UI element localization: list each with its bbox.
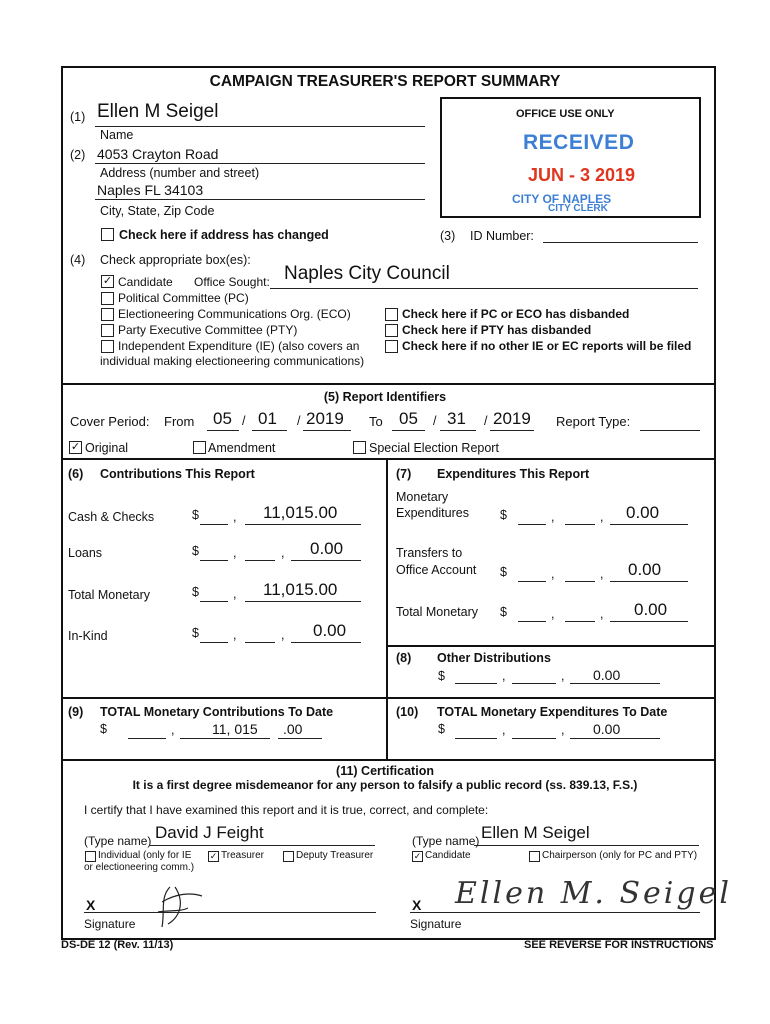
- street-value: 4053 Crayton Road: [97, 146, 219, 162]
- instructions-note: SEE REVERSE FOR INSTRUCTIONS: [524, 939, 714, 951]
- in-kind-value: 0.00: [313, 621, 347, 640]
- individual-label-line2: or electioneering comm.): [84, 862, 195, 873]
- total-monetary-value: 11,015.00: [263, 580, 338, 599]
- from-day: 01: [258, 409, 277, 428]
- form-title: CAMPAIGN TREASURER'S REPORT SUMMARY: [209, 73, 561, 90]
- from-year: 2019: [306, 409, 344, 428]
- section-8-number: (8): [396, 651, 412, 665]
- section-10-number: (10): [396, 705, 419, 719]
- treasurer-name: David J Feight: [155, 823, 264, 842]
- cash-checks-value: 11,015.00: [263, 503, 338, 522]
- individual-label: Individual (only for IE: [98, 850, 192, 861]
- street-label: Address (number and street): [100, 166, 260, 180]
- city-label: City, State, Zip Code: [100, 204, 215, 218]
- section-2-number: (2): [70, 148, 86, 162]
- pc-label: Political Committee (PC): [118, 291, 249, 305]
- amendment-label: Amendment: [208, 441, 276, 455]
- other-distributions-label: Other Distributions: [437, 651, 551, 665]
- original-label: Original: [85, 441, 129, 455]
- no-other-reports-label: Check here if no other IE or EC reports will be filed: [402, 339, 692, 353]
- left-signature-label: Signature: [84, 917, 136, 931]
- candidate-checkbox[interactable]: ✓: [102, 275, 113, 287]
- contributions-label: Contributions This Report: [100, 467, 255, 481]
- section-1-number: (1): [70, 110, 86, 124]
- no-other-reports-checkbox[interactable]: [385, 340, 398, 353]
- individual-checkbox[interactable]: [85, 851, 96, 862]
- cash-checks-label: Cash & Checks: [68, 510, 155, 524]
- to-label: To: [369, 414, 383, 429]
- monetary-expenditures-value: 0.00: [626, 503, 660, 522]
- city-stamp: CITY OF NAPLES: [512, 192, 612, 206]
- candidate-label: Candidate: [118, 275, 173, 289]
- pc-eco-disbanded-checkbox[interactable]: [385, 308, 398, 321]
- certify-statement: I certify that I have examined this report and it is true, correct, and complete:: [84, 803, 489, 817]
- office-account-label: Office Account: [396, 563, 477, 577]
- ie-label-line2: individual making electioneering communications): [100, 354, 365, 368]
- office-sought-value: Naples City Council: [284, 263, 450, 284]
- treasurer-checkbox[interactable]: ✓: [209, 851, 218, 861]
- address-changed-label: Check here if address has changed: [119, 228, 329, 242]
- total-expenditures-value: 0.00: [634, 600, 668, 619]
- pc-eco-disbanded-label: Check here if PC or ECO has disbanded: [402, 307, 630, 321]
- total-expenditures-label: Total Monetary: [396, 605, 478, 619]
- ie-checkbox[interactable]: [101, 340, 114, 353]
- chairperson-checkbox[interactable]: [529, 851, 540, 862]
- section-3-number: (3): [440, 229, 456, 243]
- transfers-value: 0.00: [628, 560, 662, 579]
- id-number-label: ID Number:: [470, 229, 534, 243]
- office-use-label: OFFICE USE ONLY: [516, 108, 615, 120]
- total-expenditures-to-date-label: TOTAL Monetary Expenditures To Date: [437, 705, 668, 719]
- transfers-label: Transfers to: [396, 546, 463, 560]
- received-stamp: RECEIVED: [523, 131, 635, 154]
- address-changed-checkbox[interactable]: [101, 228, 114, 241]
- report-identifiers-label: (5) Report Identifiers: [323, 390, 447, 404]
- certification-warning: It is a first degree misdemeanor for any person to falsify a public record (ss. 839.13, F.S.): [132, 778, 638, 792]
- right-type-name-label: (Type name): [412, 834, 480, 848]
- eco-checkbox[interactable]: [101, 308, 114, 321]
- deputy-treasurer-label: Deputy Treasurer: [296, 850, 374, 861]
- expenditures-sub-label: Expenditures: [396, 506, 469, 520]
- total-contributions-cents: .00: [283, 721, 303, 737]
- eco-label: Electioneering Communications Org. (ECO): [118, 307, 351, 321]
- left-type-name-label: (Type name): [84, 834, 152, 848]
- from-label: From: [164, 414, 195, 429]
- monetary-label: Monetary: [396, 490, 449, 504]
- candidate-cert-checkbox[interactable]: ✓: [413, 851, 422, 861]
- cover-period-label: Cover Period:: [70, 414, 150, 429]
- pty-checkbox[interactable]: [101, 324, 114, 337]
- to-day: 31: [447, 409, 466, 428]
- pty-label: Party Executive Committee (PTY): [118, 323, 298, 337]
- total-expenditures-to-date-value: 0.00: [593, 721, 621, 737]
- chairperson-label: Chairperson (only for PC and PTY): [542, 850, 698, 861]
- original-checkbox[interactable]: ✓: [70, 441, 81, 453]
- treasurer-label: Treasurer: [221, 850, 264, 861]
- loans-value: 0.00: [310, 539, 344, 558]
- right-signature-label: Signature: [410, 917, 462, 931]
- office-sought-label: Office Sought:: [194, 275, 270, 289]
- left-signature-x: X: [86, 897, 96, 913]
- certification-label: (11) Certification: [336, 764, 434, 778]
- section-6-number: (6): [68, 467, 84, 481]
- loans-label: Loans: [68, 546, 103, 560]
- report-type-label: Report Type:: [556, 414, 631, 429]
- special-election-checkbox[interactable]: [353, 441, 366, 454]
- pty-disbanded-checkbox[interactable]: [385, 324, 398, 337]
- right-signature-x: X: [412, 897, 422, 913]
- expenditures-label: Expenditures This Report: [437, 467, 590, 481]
- candidate-name: Ellen M Seigel: [481, 823, 590, 842]
- special-election-label: Special Election Report: [369, 441, 499, 455]
- total-monetary-label: Total Monetary: [68, 588, 150, 602]
- in-kind-label: In-Kind: [68, 629, 108, 643]
- name-label: Name: [100, 128, 134, 142]
- pty-disbanded-label: Check here if PTY has disbanded: [402, 323, 592, 337]
- other-distributions-value: 0.00: [593, 667, 621, 683]
- to-year: 2019: [493, 409, 531, 428]
- section-7-number: (7): [396, 467, 412, 481]
- section-4-number: (4): [70, 253, 86, 267]
- candidate-signature: Ellen M. Seigel: [455, 876, 732, 911]
- clerk-stamp: CITY CLERK: [548, 203, 608, 214]
- amendment-checkbox[interactable]: [193, 441, 206, 454]
- deputy-treasurer-checkbox[interactable]: [283, 851, 294, 862]
- candidate-cert-label: Candidate: [425, 850, 471, 861]
- total-contributions-label: TOTAL Monetary Contributions To Date: [100, 705, 334, 719]
- check-boxes-label: Check appropriate box(es):: [100, 253, 251, 267]
- to-month: 05: [399, 409, 418, 428]
- total-contributions-value: 11, 015: [212, 721, 258, 737]
- pc-checkbox[interactable]: [101, 292, 114, 305]
- form-number: DS-DE 12 (Rev. 11/13): [61, 939, 174, 951]
- section-9-number: (9): [68, 705, 84, 719]
- received-date-stamp: JUN - 3 2019: [528, 165, 636, 185]
- name-value: Ellen M Seigel: [97, 101, 219, 122]
- ie-label: Independent Expenditure (IE) (also covers an: [118, 339, 360, 353]
- from-month: 05: [213, 409, 232, 428]
- treasurer-signature: [140, 882, 210, 932]
- city-value: Naples FL 34103: [97, 182, 204, 198]
